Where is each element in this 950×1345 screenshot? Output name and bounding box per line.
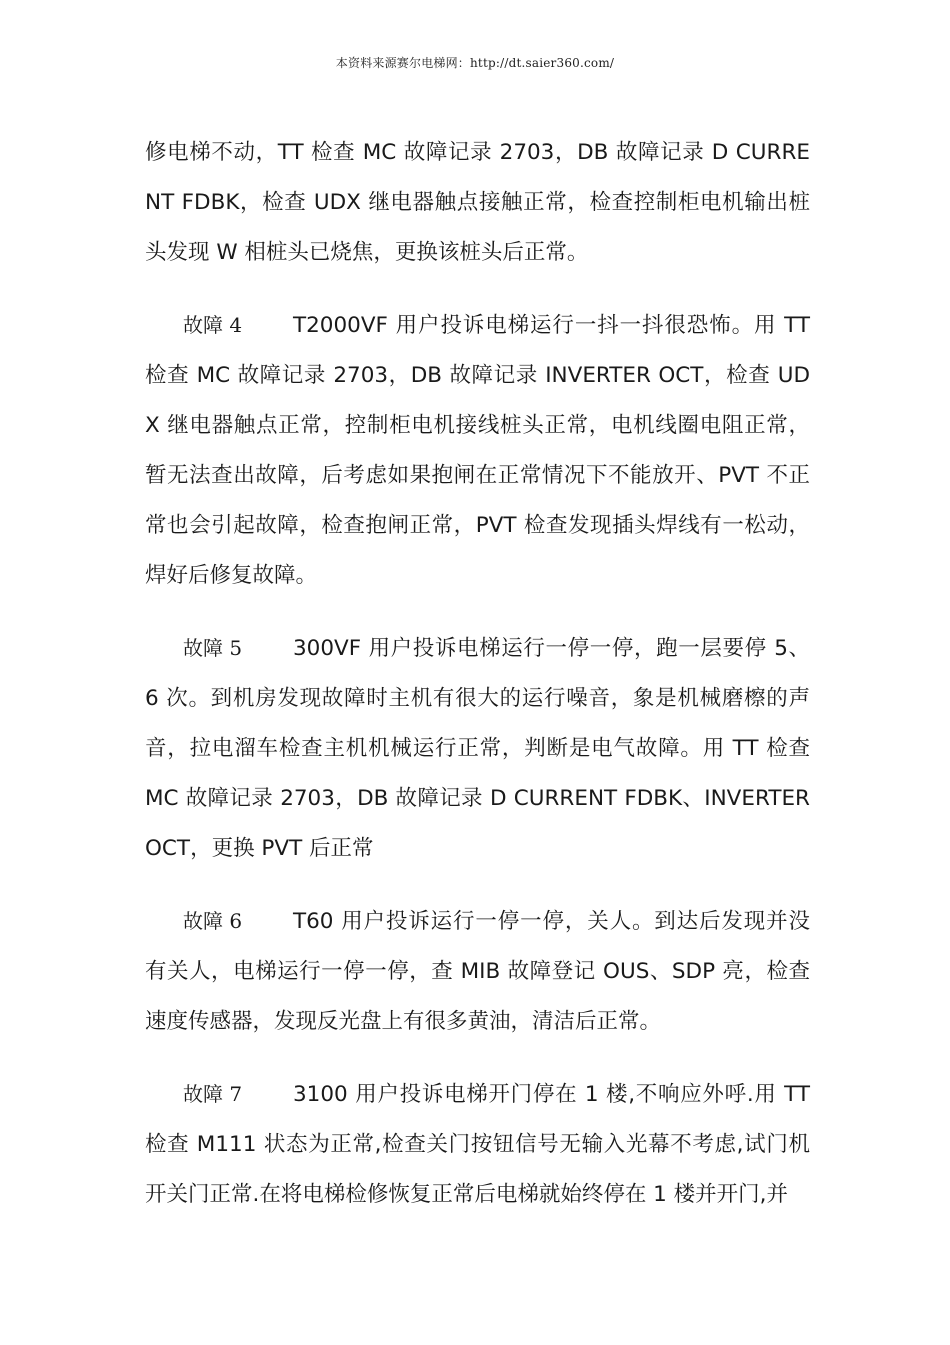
paragraph-fault-5: [145, 623, 810, 874]
fault-label: 故障 4: [183, 313, 243, 337]
source-header: 本资料来源赛尔电梯网：http://dt.saier360.com/: [335, 56, 615, 70]
paragraph-continuation: [145, 128, 810, 278]
paragraph-text: 300VF 用户投诉电梯运行一停一停，跑一层要停 5、6 次。到机房发现故障时主机有很大的运行噪音，象是机械磨檫的声音，拉电溜车检查主机机械运行正常，判断是电气故障。用 TT 检查 MC 故障记录 2703，DB 故障记录 D CURRENT FDBK、INVERTER OCT，更换 PVT 后正常: [145, 636, 810, 861]
paragraph-text: 修电梯不动，TT 检查 MC 故障记录 2703，DB 故障记录 D CURRENT FDBK，检查 UDX 继电器触点接触正常，检查控制柜电机输出桩头发现 W 相桩头已烧焦，更换该桩头后正常。: [145, 140, 810, 265]
paragraph-fault-6: [145, 896, 810, 1047]
paragraph-text: 3100 用户投诉电梯开门停在 1 楼,不响应外呼.用 TT 检查 M111 状态为正常,检查关门按钮信号无输入光幕不考虑,试门机开关门正常.在将电梯检修恢复正常后电梯就始终停在 1 楼并开门,并: [145, 1082, 810, 1207]
fault-label: 故障 7: [183, 1082, 243, 1106]
paragraph-fault-7: [145, 1069, 810, 1220]
paragraph-fault-4: [145, 300, 810, 601]
paragraph-text: T60 用户投诉运行一停一停，关人。到达后发现并没有关人，电梯运行一停一停，查 MIB 故障登记 OUS、SDP 亮，检查速度传感器，发现反光盘上有很多黄油，清洁后正常。: [145, 909, 810, 1034]
fault-label: 故障 6: [183, 909, 243, 933]
fault-label: 故障 5: [183, 636, 243, 660]
paragraph-text: T2000VF 用户投诉电梯运行一抖一抖很恐怖。用 TT 检查 MC 故障记录 2703，DB 故障记录 INVERTER OCT，检查 UDX 继电器触点正常，控制柜电机接线桩头正常，电机线圈电阻正常，暂无法查出故障，后考虑如果抱闸在正常情况下不能放开、PVT 不正常也会引起故障，检查抱闸正常，PVT 检查发现插头焊线有一松动，焊好后修复故障。: [145, 313, 810, 588]
document-body: [145, 128, 810, 1242]
